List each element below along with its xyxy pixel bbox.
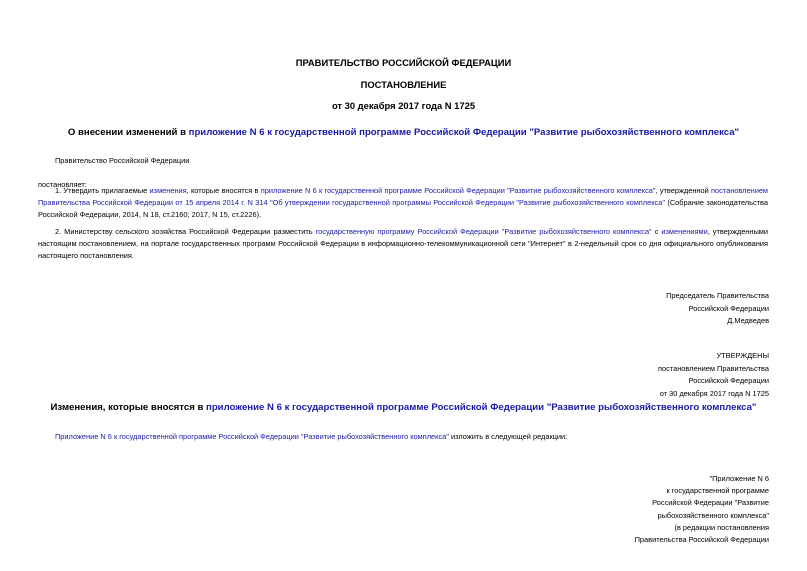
appendix-line-6: Правительства Российской Федерации [634, 535, 769, 545]
intro-resolves: постановляет: [38, 180, 87, 189]
appendix-line-3: Российской Федерации "Развитие [652, 498, 769, 508]
decree-title [0, 127, 807, 138]
approved-date: от 30 декабря 2017 года N 1725 [659, 388, 769, 398]
item-1-link-appendix[interactable]: приложение N 6 к государственной программе Российской Федерации "Развитие рыбохозяйственного комплекса" [260, 186, 656, 195]
intro-government: Правительство Российской Федерации [55, 156, 190, 165]
approved-block [658, 350, 769, 400]
item-1-paragraph [38, 185, 768, 221]
changes-body [55, 431, 567, 443]
appendix-line-1: "Приложение N 6 [709, 474, 769, 483]
approved-label: УТВЕРЖДЕНЫ [716, 351, 769, 360]
item-2-link-program[interactable]: государственную программу Российской Федерации "Развитие рыбохозяйственного комплекса" [315, 227, 652, 236]
item-2-paragraph [38, 226, 768, 262]
appendix-line-4: рыбохозяйственного комплекса" [657, 510, 769, 520]
signature-country: Российской Федерации [688, 303, 769, 313]
item-1-text-3: , утвержденной [655, 186, 712, 195]
decree-title-prefix: О внесении изменений в [67, 127, 189, 138]
appendix-line-5: (в редакции постановления [674, 522, 769, 532]
appendix-line-2: к государственной программе [666, 486, 769, 496]
item-2-link-changes[interactable]: изменениями [661, 227, 708, 236]
item-1-text-1: 1. Утвердить прилагаемые [55, 186, 150, 195]
changes-title-link[interactable]: приложение N 6 к государственной программе Российской Федерации "Развитие рыбохозяйственного комплекса" [206, 402, 757, 413]
signature-name: Д.Медведев [727, 316, 769, 325]
changes-body-link[interactable]: Приложение N 6 к государственной программе Российской Федерации "Развитие рыбохозяйственного комплекса" [55, 432, 449, 441]
changes-title-prefix: Изменения, которые вносятся в [50, 402, 207, 413]
item-2-text-1: 2. Министерству сельского хозяйства Российской Федерации разместить [55, 227, 316, 236]
decree-title-link[interactable]: приложение N 6 к государственной программе Российской Федерации "Развитие рыбохозяйственного комплекса" [188, 127, 740, 138]
signature-block [666, 290, 769, 328]
item-1-text-2: , которые вносятся в [186, 186, 261, 195]
item-1-link-resolution[interactable]: постановлением Правительства Российской Федерации от 15 апреля 2014 г. N 314 "Об утверждении государственной программы Российской Федерации "Развитие рыбохозяйственного комплекса" [38, 186, 769, 207]
signature-position: Председатель Правительства [666, 291, 769, 300]
doc-type-heading: ПОСТАНОВЛЕНИЕ [360, 79, 447, 90]
item-2-text-3: , утвержденными настоящим постановлением, на портале государственных программ Российской Федерации в информационно-телекоммуникационной сети "Интернет" в 2-недельный срок со дня официального опубликования настоящего постановления. [38, 227, 768, 260]
government-heading: ПРАВИТЕЛЬСТВО РОССИЙСКОЙ ФЕДЕРАЦИИ [295, 57, 512, 68]
changes-body-text: изложить в следующей редакции: [448, 432, 568, 441]
approved-by: постановлением Правительства [658, 363, 769, 373]
item-1-link-changes[interactable]: изменения [149, 186, 187, 195]
item-1-text-4: (Собрание законодательства Российской Федерации, 2014, N 18, ст.2160; 2017, N 15, ст.2226). [38, 198, 769, 219]
appendix-header-block [635, 473, 769, 546]
date-number-heading: от 30 декабря 2017 года N 1725 [331, 100, 476, 111]
item-2-text-2: с [651, 227, 662, 236]
approved-country: Российской Федерации [688, 376, 769, 385]
changes-title [0, 402, 807, 413]
